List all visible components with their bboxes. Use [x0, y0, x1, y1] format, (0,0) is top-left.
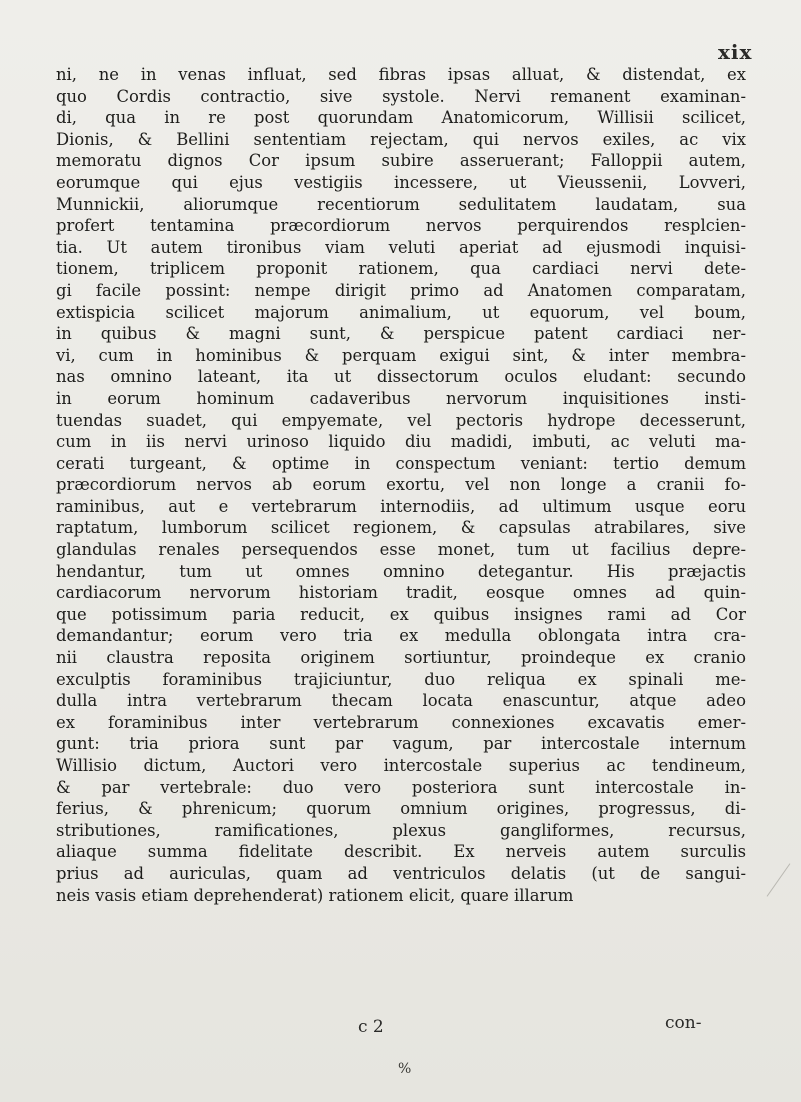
text-line: tuendas suadet, qui empyemate, vel pectoris hydrope decesserunt, [56, 410, 746, 430]
text-line: Willisio dictum, Auctori vero intercostale superius ac tendineum, [56, 756, 746, 775]
text-line: di, qua in re post quorundam Anatomicorum, Willisii scilicet, [56, 108, 746, 128]
text-line: Munnickii, aliorumque recentiorum sedulitatem laudatam, sua [56, 194, 746, 214]
stray-ink-mark: % [398, 1061, 412, 1077]
text-line: tia. Ut autem tironibus viam veluti aperiat ad ejusmodi inquisi- [56, 237, 746, 257]
text-line: in quibus & magni sunt, & perspicue patent cardiaci ner- [56, 324, 746, 344]
text-line: profert tentamina præcordiorum nervos perquirendos resplcien- [56, 216, 746, 236]
body-text [56, 64, 746, 906]
text-line: nii claustra reposita originem sortiuntur, proindeque ex cranio [56, 648, 746, 668]
text-line: quo Cordis contractio, sive systole. Nervi remanent examinan- [56, 86, 746, 106]
text-line: raptatum, lumborum scilicet regionem, & capsulas atrabilares, sive [56, 518, 746, 538]
text-line: & par vertebrale: duo vero posteriora sunt intercostale in- [56, 777, 746, 797]
text-line: exculptis foraminibus trajiciuntur, duo reliqua ex spinali me- [56, 669, 746, 689]
text-line: præcordiorum nervos ab eorum exortu, vel non longe a cranii fo- [56, 475, 746, 495]
text-line: glandulas renales persequendos esse monet, tum ut facilius depre- [56, 540, 746, 560]
text-line: in eorum hominum cadaveribus nervorum inquisitiones insti- [56, 388, 746, 408]
text-line: ex foraminibus inter vertebrarum connexiones excavatis emer- [56, 712, 746, 732]
text-line: nas omnino lateant, ita ut dissectorum oculos eludant: secundo [56, 367, 746, 387]
text-line: Dionis, & Bellini sententiam rejectam, qui nervos exiles, ac vix [56, 129, 746, 149]
text-line: cum in iis nervi urinoso liquido diu madidi, imbuti, ac veluti ma- [56, 432, 746, 452]
text-line: cardiacorum nervorum historiam tradit, eosque omnes ad quin- [56, 583, 746, 603]
text-line: dulla intra vertebrarum thecam locata enascuntur, atque adeo [56, 691, 746, 711]
text-line: eorumque qui ejus vestigiis incessere, ut Vieussenii, Lovveri, [56, 172, 746, 192]
text-line: extispicia scilicet majorum animalium, ut equorum, vel boum, [56, 302, 746, 322]
text-line: memoratu dignos Cor ipsum subire asseruerant; Falloppii autem, [56, 151, 746, 171]
catchword: con- [665, 1013, 702, 1033]
text-line: tionem, triplicem proponit rationem, qua cardiaci nervi dete- [56, 259, 746, 279]
text-line: demandantur; eorum vero tria ex medulla oblongata intra cra- [56, 626, 746, 646]
text-line: stributiones, ramificationes, plexus gangliformes, recursus, [56, 820, 746, 840]
text-line: aliaque summa fidelitate describit. Ex nerveis autem surculis [56, 842, 746, 862]
text-line: gunt: tria priora sunt par vagum, par intercostale internum [56, 734, 746, 754]
text-line: cerati turgeant, & optime in conspectum veniant: tertio demum [56, 453, 746, 473]
text-line: vi, cum in hominibus & perquam exigui sint, & inter membra- [56, 345, 746, 365]
signature-mark: c 2 [358, 1017, 384, 1037]
text-line: prius ad auriculas, quam ad ventriculos delatis (ut de sangui- [56, 863, 746, 883]
page-number: xix [718, 40, 753, 64]
text-line: raminibus, aut e vertebrarum internodiis, ad ultimum usque eoru [56, 496, 746, 516]
pencil-mark [767, 863, 791, 896]
text-line: hendantur, tum ut omnes omnino detegantur. His præjactis [56, 561, 746, 581]
text-line: gi facile possint: nempe dirigit primo ad Anatomen comparatam, [56, 280, 746, 300]
text-line: ni, ne in venas influat, sed fibras ipsas alluat, & distendat, ex [56, 65, 746, 84]
text-line: que potissimum paria reducit, ex quibus insignes rami ad Cor [56, 604, 746, 624]
text-line: ferius, & phrenicum; quorum omnium origines, progressus, di- [56, 799, 746, 819]
text-line: neis vasis etiam deprehenderat) rationem elicit, quare illarum [56, 885, 574, 905]
